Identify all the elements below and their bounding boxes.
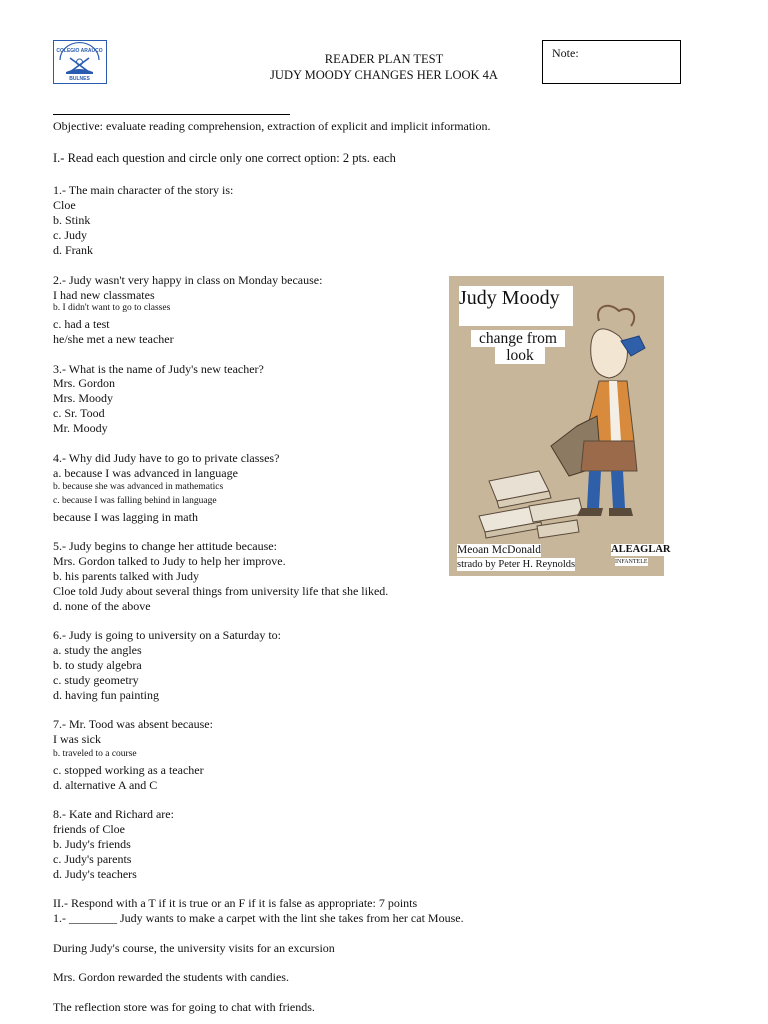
q7-option-a[interactable]: I was sick <box>53 732 101 746</box>
cover-author: Meoan McDonald <box>457 544 541 556</box>
q2-option-c[interactable]: c. had a test <box>53 317 110 331</box>
name-line[interactable] <box>53 114 290 115</box>
question-7: 7.- Mr. Tood was absent because: <box>53 717 213 731</box>
section1-heading: I.- Read each question and circle only one correct option: 2 pts. each <box>53 151 396 165</box>
tf-statement-2[interactable]: During Judy's course, the university visits for an excursion <box>53 941 335 955</box>
page-title: READER PLAN TEST <box>324 52 444 66</box>
cover-subtitle-line2: look <box>495 347 545 364</box>
q3-option-b[interactable]: Mrs. Moody <box>53 391 114 405</box>
q2-option-a[interactable]: I had new classmates <box>53 288 155 302</box>
q1-option-b[interactable]: b. Stink <box>53 213 91 227</box>
q8-option-b[interactable]: b. Judy's friends <box>53 837 131 851</box>
q4-option-d[interactable]: because I was lagging in math <box>53 510 198 524</box>
q8-option-a[interactable]: friends of Cloe <box>53 822 125 836</box>
tf-statement-3[interactable]: Mrs. Gordon rewarded the students with candies. <box>53 970 289 984</box>
question-5: 5.- Judy begins to change her attitude because: <box>53 539 277 553</box>
question-6: 6.- Judy is going to university on a Saturday to: <box>53 628 281 642</box>
q7-option-b[interactable]: b. traveled to a course <box>53 749 137 759</box>
q4-option-b[interactable]: b. because she was advanced in mathematics <box>53 482 224 492</box>
q7-option-d[interactable]: d. alternative A and C <box>53 778 158 792</box>
q6-option-b[interactable]: b. to study algebra <box>53 658 142 672</box>
question-2: 2.- Judy wasn't very happy in class on Monday because: <box>53 273 323 287</box>
section2-heading: II.- Respond with a T if it is true or an F if it is false as appropriate: 7 points <box>53 896 418 910</box>
q5-option-a[interactable]: Mrs. Gordon talked to Judy to help her improve. <box>53 554 286 568</box>
note-label: Note: <box>552 46 579 60</box>
q3-option-d[interactable]: Mr. Moody <box>53 421 108 435</box>
q3-option-c[interactable]: c. Sr. Tood <box>53 406 105 420</box>
cover-imprint: INFANTELE <box>615 559 648 565</box>
q6-option-c[interactable]: c. study geometry <box>53 673 139 687</box>
q8-option-d[interactable]: d. Judy's teachers <box>53 867 137 881</box>
q7-option-c[interactable]: c. stopped working as a teacher <box>53 763 204 777</box>
cover-subtitle-line1: change from <box>471 330 565 347</box>
objective-text: Objective: evaluate reading comprehension, extraction of explicit and implicit information. <box>53 119 491 133</box>
tf-statement-1[interactable]: 1.- ________ Judy wants to make a carpet with the lint she takes from her cat Mouse. <box>53 911 464 925</box>
book-cover-image <box>449 276 671 576</box>
q4-option-c[interactable]: c. because I was falling behind in language <box>53 496 217 506</box>
q5-option-b[interactable]: b. his parents talked with Judy <box>53 569 199 583</box>
svg-text:BULNES: BULNES <box>69 76 90 82</box>
cover-publisher: ALEAGLAR <box>611 544 671 555</box>
q6-option-a[interactable]: a. study the angles <box>53 643 142 657</box>
q1-option-d[interactable]: d. Frank <box>53 243 93 257</box>
q4-option-a[interactable]: a. because I was advanced in language <box>53 466 238 480</box>
q5-option-c[interactable]: Cloe told Judy about several things from university life that she liked. <box>53 584 389 598</box>
q3-option-a[interactable]: Mrs. Gordon <box>53 376 115 390</box>
question-1: 1.- The main character of the story is: <box>53 183 234 197</box>
question-3: 3.- What is the name of Judy's new teacher? <box>53 362 264 376</box>
q2-option-b[interactable]: b. I didn't want to go to classes <box>53 303 171 313</box>
page-subtitle: JUDY MOODY CHANGES HER LOOK 4A <box>270 68 498 82</box>
q5-option-d[interactable]: d. none of the above <box>53 599 151 613</box>
q8-option-c[interactable]: c. Judy's parents <box>53 852 132 866</box>
q1-option-c[interactable]: c. Judy <box>53 228 87 242</box>
question-8: 8.- Kate and Richard are: <box>53 807 174 821</box>
svg-text:COLEGIO ARAUCO: COLEGIO ARAUCO <box>56 48 103 54</box>
tf-statement-4[interactable]: The reflection store was for going to chat with friends. <box>53 1000 315 1014</box>
cover-title: Judy Moody <box>459 286 573 326</box>
cover-illustrator: strado by Peter H. Reynolds <box>457 559 576 570</box>
q1-option-a[interactable]: Cloe <box>53 198 76 212</box>
note-field[interactable] <box>542 40 681 84</box>
q2-option-d[interactable]: he/she met a new teacher <box>53 332 174 346</box>
question-4: 4.- Why did Judy have to go to private classes? <box>53 451 280 465</box>
q6-option-d[interactable]: d. having fun painting <box>53 688 159 702</box>
